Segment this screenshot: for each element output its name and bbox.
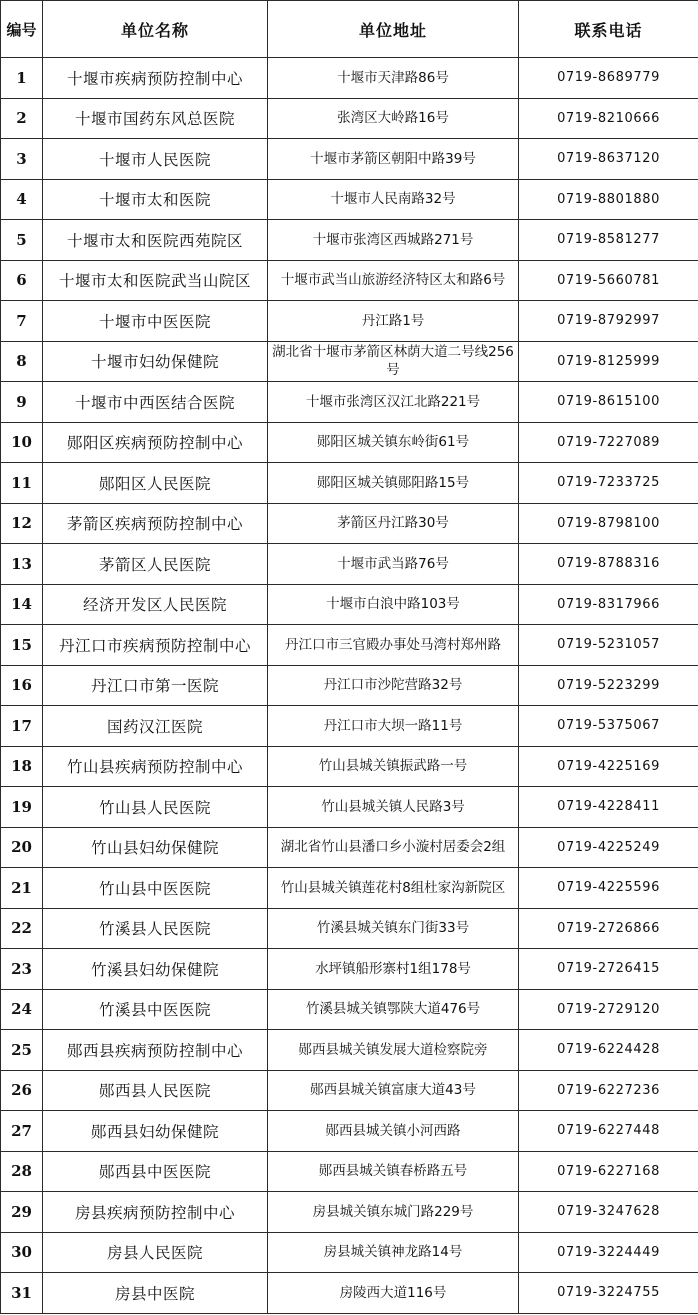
unit-address: 郧西县城关镇富康大道43号 (268, 1070, 519, 1111)
row-number: 10 (1, 422, 43, 463)
unit-name: 竹山县中医医院 (43, 868, 268, 909)
row-number: 22 (1, 908, 43, 949)
table-row (1, 989, 698, 1030)
table-row (1, 868, 698, 909)
unit-address: 竹山县城关镇人民路3号 (268, 787, 519, 828)
row-number: 27 (1, 1111, 43, 1152)
table-row (1, 463, 698, 504)
table-row (1, 949, 698, 990)
unit-name: 竹山县妇幼保健院 (43, 827, 268, 868)
unit-name: 竹山县疾病预防控制中心 (43, 746, 268, 787)
phone-number: 0719-4225249 (519, 827, 698, 868)
phone-number: 0719-4225169 (519, 746, 698, 787)
phone-number: 0719-8317966 (519, 584, 698, 625)
unit-address: 竹溪县城关镇鄂陕大道476号 (268, 989, 519, 1030)
row-number: 13 (1, 544, 43, 585)
phone-number: 0719-6224428 (519, 1030, 698, 1071)
unit-name: 房县人民医院 (43, 1232, 268, 1273)
unit-name: 十堰市疾病预防控制中心 (43, 58, 268, 99)
unit-name: 十堰市国药东风总医院 (43, 98, 268, 139)
row-number: 28 (1, 1151, 43, 1192)
table-row (1, 827, 698, 868)
table-row (1, 260, 698, 301)
unit-address: 十堰市人民南路32号 (268, 179, 519, 220)
table-row (1, 220, 698, 261)
phone-number: 0719-5231057 (519, 625, 698, 666)
row-number: 24 (1, 989, 43, 1030)
phone-number: 0719-5660781 (519, 260, 698, 301)
phone-number: 0719-5223299 (519, 665, 698, 706)
unit-name: 茅箭区疾病预防控制中心 (43, 503, 268, 544)
phone-number: 0719-4225596 (519, 868, 698, 909)
row-number: 7 (1, 301, 43, 342)
table-row (1, 1070, 698, 1111)
table-row (1, 706, 698, 747)
unit-name: 十堰市中医医院 (43, 301, 268, 342)
unit-name: 十堰市太和医院 (43, 179, 268, 220)
table-row (1, 341, 698, 382)
unit-name: 郧阳区疾病预防控制中心 (43, 422, 268, 463)
unit-address: 郧西县城关镇小河西路 (268, 1111, 519, 1152)
row-number: 29 (1, 1192, 43, 1233)
unit-name: 经济开发区人民医院 (43, 584, 268, 625)
phone-number: 0719-8689779 (519, 58, 698, 99)
table-row (1, 544, 698, 585)
phone-number: 0719-3224449 (519, 1232, 698, 1273)
table-row (1, 503, 698, 544)
row-number: 5 (1, 220, 43, 261)
header-phone: 联系电话 (519, 1, 698, 58)
unit-name: 郧西县妇幼保健院 (43, 1111, 268, 1152)
header-number: 编号 (1, 1, 43, 58)
phone-number: 0719-7233725 (519, 463, 698, 504)
unit-address: 张湾区大岭路16号 (268, 98, 519, 139)
unit-name: 郧阳区人民医院 (43, 463, 268, 504)
row-number: 2 (1, 98, 43, 139)
unit-address: 十堰市天津路86号 (268, 58, 519, 99)
unit-name: 郧西县中医医院 (43, 1151, 268, 1192)
phone-number: 0719-8798100 (519, 503, 698, 544)
unit-address: 丹江路1号 (268, 301, 519, 342)
unit-name: 国药汉江医院 (43, 706, 268, 747)
table-row (1, 422, 698, 463)
unit-name: 十堰市中西医结合医院 (43, 382, 268, 423)
unit-name: 竹溪县妇幼保健院 (43, 949, 268, 990)
unit-name: 十堰市妇幼保健院 (43, 341, 268, 382)
unit-address: 郧西县城关镇春桥路五号 (268, 1151, 519, 1192)
unit-name: 十堰市人民医院 (43, 139, 268, 180)
unit-address: 十堰市茅箭区朝阳中路39号 (268, 139, 519, 180)
unit-name: 十堰市太和医院西苑院区 (43, 220, 268, 261)
phone-number: 0719-2726866 (519, 908, 698, 949)
unit-address: 茅箭区丹江路30号 (268, 503, 519, 544)
row-number: 4 (1, 179, 43, 220)
phone-number: 0719-3224755 (519, 1273, 698, 1314)
row-number: 11 (1, 463, 43, 504)
unit-name: 房县疾病预防控制中心 (43, 1192, 268, 1233)
table-row (1, 665, 698, 706)
table-row (1, 787, 698, 828)
phone-number: 0719-2726415 (519, 949, 698, 990)
header-unit-name: 单位名称 (43, 1, 268, 58)
row-number: 16 (1, 665, 43, 706)
table-row (1, 382, 698, 423)
phone-number: 0719-8615100 (519, 382, 698, 423)
table-row (1, 179, 698, 220)
unit-name: 郧西县疾病预防控制中心 (43, 1030, 268, 1071)
phone-number: 0719-3247628 (519, 1192, 698, 1233)
unit-address: 房县城关镇神龙路14号 (268, 1232, 519, 1273)
table-row (1, 1192, 698, 1233)
phone-number: 0719-4228411 (519, 787, 698, 828)
unit-address: 十堰市张湾区汉江北路221号 (268, 382, 519, 423)
row-number: 19 (1, 787, 43, 828)
unit-name: 竹溪县人民医院 (43, 908, 268, 949)
table-row (1, 908, 698, 949)
row-number: 3 (1, 139, 43, 180)
phone-number: 0719-7227089 (519, 422, 698, 463)
table-row (1, 1232, 698, 1273)
row-number: 20 (1, 827, 43, 868)
row-number: 12 (1, 503, 43, 544)
unit-name: 竹山县人民医院 (43, 787, 268, 828)
row-number: 21 (1, 868, 43, 909)
row-number: 6 (1, 260, 43, 301)
phone-number: 0719-8125999 (519, 341, 698, 382)
table-row (1, 625, 698, 666)
phone-number: 0719-6227168 (519, 1151, 698, 1192)
unit-address: 郧阳区城关镇东岭街61号 (268, 422, 519, 463)
unit-name: 竹溪县中医医院 (43, 989, 268, 1030)
row-number: 8 (1, 341, 43, 382)
phone-number: 0719-8788316 (519, 544, 698, 585)
table-row (1, 98, 698, 139)
phone-number: 0719-8792997 (519, 301, 698, 342)
unit-address: 十堰市张湾区西城路271号 (268, 220, 519, 261)
phone-number: 0719-8210666 (519, 98, 698, 139)
table-row (1, 301, 698, 342)
unit-name: 十堰市太和医院武当山院区 (43, 260, 268, 301)
row-number: 26 (1, 1070, 43, 1111)
row-number: 17 (1, 706, 43, 747)
unit-address: 湖北省竹山县潘口乡小漩村居委会2组 (268, 827, 519, 868)
row-number: 9 (1, 382, 43, 423)
phone-number: 0719-2729120 (519, 989, 698, 1030)
unit-address: 丹江口市三官殿办事处马湾村郑州路 (268, 625, 519, 666)
table-row (1, 1273, 698, 1314)
row-number: 14 (1, 584, 43, 625)
row-number: 18 (1, 746, 43, 787)
header-row (1, 1, 698, 58)
row-number: 15 (1, 625, 43, 666)
unit-address: 竹溪县城关镇东门街33号 (268, 908, 519, 949)
phone-number: 0719-8637120 (519, 139, 698, 180)
unit-address: 湖北省十堰市茅箭区林荫大道二号线256号 (268, 341, 519, 382)
unit-address: 丹江口市沙陀营路32号 (268, 665, 519, 706)
table-row (1, 1030, 698, 1071)
row-number: 31 (1, 1273, 43, 1314)
unit-address: 十堰市武当山旅游经济特区太和路6号 (268, 260, 519, 301)
table-row (1, 1111, 698, 1152)
unit-name: 丹江口市第一医院 (43, 665, 268, 706)
row-number: 25 (1, 1030, 43, 1071)
unit-address: 房陵西大道116号 (268, 1273, 519, 1314)
unit-name: 郧西县人民医院 (43, 1070, 268, 1111)
unit-address: 丹江口市大坝一路11号 (268, 706, 519, 747)
table-row (1, 139, 698, 180)
unit-address: 房县城关镇东城门路229号 (268, 1192, 519, 1233)
phone-number: 0719-5375067 (519, 706, 698, 747)
unit-address: 十堰市武当路76号 (268, 544, 519, 585)
unit-address: 竹山县城关镇莲花村8组杜家沟新院区 (268, 868, 519, 909)
table-row (1, 1151, 698, 1192)
table-row (1, 746, 698, 787)
table-body (1, 58, 698, 1314)
row-number: 30 (1, 1232, 43, 1273)
table-row (1, 58, 698, 99)
table-header (1, 1, 698, 58)
phone-number: 0719-8801880 (519, 179, 698, 220)
unit-address: 郧西县城关镇发展大道检察院旁 (268, 1030, 519, 1071)
unit-name: 房县中医院 (43, 1273, 268, 1314)
row-number: 23 (1, 949, 43, 990)
unit-name: 丹江口市疾病预防控制中心 (43, 625, 268, 666)
phone-number: 0719-6227236 (519, 1070, 698, 1111)
phone-number: 0719-6227448 (519, 1111, 698, 1152)
header-unit-address: 单位地址 (268, 1, 519, 58)
table-row (1, 584, 698, 625)
phone-number: 0719-8581277 (519, 220, 698, 261)
unit-address: 水坪镇船形寨村1组178号 (268, 949, 519, 990)
unit-name: 茅箭区人民医院 (43, 544, 268, 585)
unit-address: 郧阳区城关镇郧阳路15号 (268, 463, 519, 504)
unit-address: 竹山县城关镇振武路一号 (268, 746, 519, 787)
row-number: 1 (1, 58, 43, 99)
unit-address: 十堰市白浪中路103号 (268, 584, 519, 625)
